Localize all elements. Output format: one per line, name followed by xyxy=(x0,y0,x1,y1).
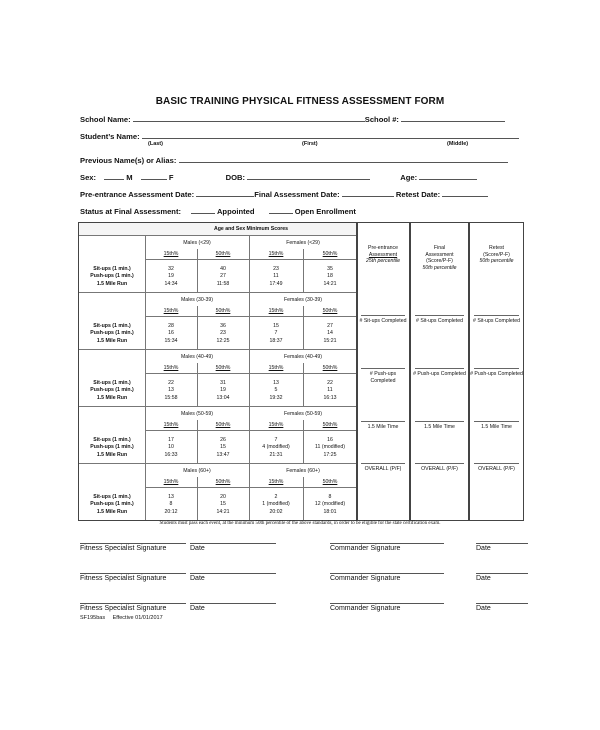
age-label: Age: xyxy=(400,173,418,182)
event-label: 1.5 Mile Run xyxy=(96,508,128,515)
table-header-text: Age and Sex Minimum Scores xyxy=(213,226,289,232)
group-divider xyxy=(79,463,357,464)
table-header xyxy=(79,223,357,236)
school-name-row xyxy=(80,113,505,124)
score-value: 14:21 xyxy=(323,280,337,287)
score-value: 14:21 xyxy=(216,508,230,515)
score-value: 11 xyxy=(273,273,279,280)
score-entry-label: 1.5 Mile Time xyxy=(481,424,512,430)
percentile-underline xyxy=(145,373,357,374)
score-entry-line[interactable] xyxy=(361,463,405,464)
group-divider xyxy=(79,406,357,407)
percentile-header: 50th% xyxy=(215,422,231,428)
score-value: 16:13 xyxy=(323,394,337,401)
commander-signature-line[interactable] xyxy=(330,543,444,544)
previous-names-label: Previous Name(s) or Alias: xyxy=(80,156,177,165)
percentile-header: 50th% xyxy=(215,251,231,257)
score-entry-line[interactable] xyxy=(474,368,519,369)
commander-signature-line[interactable] xyxy=(330,603,444,604)
score-value: 17:25 xyxy=(323,451,337,458)
score-value: 13:47 xyxy=(216,451,230,458)
event-label: 1.5 Mile Run xyxy=(96,337,128,344)
score-value: 36 xyxy=(220,323,226,329)
last-name-caption: (Last) xyxy=(148,141,163,147)
school-name-label: School Name: xyxy=(80,115,131,124)
previous-names-row xyxy=(80,154,508,165)
column-heading-line: Assessment xyxy=(368,251,398,258)
percentile-underline xyxy=(145,316,357,317)
percentile-header: 50th% xyxy=(215,479,231,485)
event-label: Push-ups (1 min.) xyxy=(90,444,134,451)
score-value: 19 xyxy=(220,387,226,394)
percentile-header: 15th% xyxy=(163,308,179,314)
percentile-header: 15th% xyxy=(268,479,284,485)
score-entry-label: # Sit-ups Completed xyxy=(473,318,520,324)
age-field[interactable] xyxy=(419,171,477,180)
commander-signature-line[interactable] xyxy=(330,573,444,574)
group-divider xyxy=(79,349,357,350)
score-value: 35 xyxy=(327,266,333,272)
open-enrollment-checkbox-line[interactable] xyxy=(269,205,293,214)
retest-date-label: Retest Date: xyxy=(395,190,441,199)
score-value: 8 xyxy=(169,501,173,508)
appointed-label: Appointed xyxy=(216,207,255,216)
score-value: 22 xyxy=(168,380,174,386)
event-label: Push-ups (1 min.) xyxy=(90,330,134,337)
score-value: 10 xyxy=(168,444,174,451)
score-value: 16 xyxy=(327,437,333,443)
appointed-checkbox-line[interactable] xyxy=(191,205,215,214)
commander-signature-label: Commander Signature xyxy=(330,605,401,612)
male-label: M xyxy=(126,173,133,182)
score-value: 5 xyxy=(274,387,278,394)
score-value: 32 xyxy=(168,266,174,272)
score-entry-label: OVERALL (P/F) xyxy=(364,466,402,472)
commander-date-label: Date xyxy=(476,575,491,582)
commander-date-line[interactable] xyxy=(476,603,528,604)
column-heading-line: 50th percentile xyxy=(479,258,514,265)
open-enrollment-label: Open Enrollment xyxy=(294,207,356,216)
form-title: BASIC TRAINING PHYSICAL FITNESS ASSESSMENT FORM xyxy=(155,96,445,107)
percentile-header: 15th% xyxy=(163,479,179,485)
males-group-title: Males (30-39) xyxy=(180,297,213,303)
percentile-header: 50th% xyxy=(322,365,338,371)
score-value: 20 xyxy=(220,494,226,500)
fitness-date-label: Date xyxy=(190,545,205,552)
score-entry-line[interactable] xyxy=(415,315,464,316)
event-label: 1.5 Mile Run xyxy=(96,451,128,458)
student-name-field[interactable] xyxy=(142,130,519,139)
score-value: 18:01 xyxy=(323,508,337,515)
first-name-caption: (First) xyxy=(302,141,318,147)
fitness-signature-line[interactable] xyxy=(80,573,186,574)
column-heading xyxy=(357,245,409,265)
score-entry-line[interactable] xyxy=(474,315,519,316)
score-entry-line[interactable] xyxy=(474,421,519,422)
event-label: Sit-ups (1 min.) xyxy=(93,323,131,329)
pre-entrance-date-field[interactable] xyxy=(196,188,254,197)
males-group-title: Males (<29) xyxy=(183,240,211,246)
effective-date: Effective 01/01/2017 xyxy=(112,615,163,621)
score-entry-line[interactable] xyxy=(415,463,464,464)
score-value: 15 xyxy=(220,444,226,451)
assessment-dates-row xyxy=(80,188,488,199)
minimum-scores-table xyxy=(78,222,358,521)
event-label: Sit-ups (1 min.) xyxy=(93,494,131,500)
event-label: Push-ups (1 min.) xyxy=(90,501,134,508)
score-entry-label: # Sit-ups Completed xyxy=(359,318,407,324)
score-value: 28 xyxy=(168,323,174,329)
middle-name-caption: (Middle) xyxy=(447,141,469,147)
score-value: 22 xyxy=(327,380,333,386)
score-value: 12:25 xyxy=(216,337,230,344)
score-value: 23 xyxy=(273,266,279,272)
pre-entrance-date-label: Pre-entrance Assessment Date: xyxy=(80,190,195,199)
score-value: 15:58 xyxy=(164,394,178,401)
score-entry-line[interactable] xyxy=(361,315,405,316)
score-value: 40 xyxy=(220,266,226,272)
score-value: 15:34 xyxy=(164,337,178,344)
commander-date-label: Date xyxy=(476,605,491,612)
percentile-header: 50th% xyxy=(215,308,231,314)
score-entry-label: 1.5 Mile Time xyxy=(367,424,399,430)
score-entry-line[interactable] xyxy=(361,368,405,369)
score-entry-label: OVERALL (P/F) xyxy=(421,466,458,472)
percentile-header: 50th% xyxy=(322,422,338,428)
score-value: 1 (modified) xyxy=(262,501,290,508)
score-value: 16:33 xyxy=(164,451,178,458)
score-value: 26 xyxy=(220,437,226,443)
score-value: 15 xyxy=(220,501,226,508)
percentile-header: 50th% xyxy=(322,308,338,314)
males-group-title: Males (40-49) xyxy=(180,354,213,360)
females-group-title: Females (40-49) xyxy=(283,354,323,360)
males-group-title: Males (50-59) xyxy=(180,411,213,417)
column-heading-line: 50th percentile xyxy=(422,264,457,271)
percentile-header: 15th% xyxy=(268,365,284,371)
commander-signature-label: Commander Signature xyxy=(330,575,401,582)
final-assessment-column xyxy=(410,222,469,521)
score-entry-label: # Sit-ups Completed xyxy=(416,318,463,324)
score-value: 7 xyxy=(274,330,278,337)
commander-date-label: Date xyxy=(476,545,491,552)
score-value: 4 (modified) xyxy=(262,444,290,451)
percentile-header: 15th% xyxy=(268,422,284,428)
percentile-underline xyxy=(145,430,357,431)
score-value: 19:32 xyxy=(269,394,283,401)
status-row xyxy=(80,205,356,216)
percentile-header: 15th% xyxy=(163,422,179,428)
score-entry-line[interactable] xyxy=(361,421,405,422)
event-label: 1.5 Mile Run xyxy=(96,394,128,401)
fitness-date-line[interactable] xyxy=(190,573,276,574)
female-checkbox-line[interactable] xyxy=(141,171,167,180)
score-value: 31 xyxy=(220,380,226,386)
females-group-title: Females (60+) xyxy=(286,468,320,474)
fitness-date-label: Date xyxy=(190,575,205,582)
percentile-header: 50th% xyxy=(215,365,231,371)
percentile-header: 15th% xyxy=(163,251,179,257)
score-value: 13:04 xyxy=(216,394,230,401)
score-value: 11 xyxy=(327,387,333,394)
fitness-signature-label: Fitness Specialist Signature xyxy=(80,545,167,552)
score-value: 14:34 xyxy=(164,280,178,287)
percentile-header: 50th% xyxy=(322,479,338,485)
commander-signature-label: Commander Signature xyxy=(330,545,401,552)
score-value: 18 xyxy=(327,273,333,280)
student-name-label: Student’s Name: xyxy=(80,132,140,141)
fitness-signature-line[interactable] xyxy=(80,543,186,544)
percentile-header: 15th% xyxy=(163,365,179,371)
score-value: 15:21 xyxy=(323,337,337,344)
females-group-title: Females (30-39) xyxy=(283,297,323,303)
column-heading xyxy=(411,245,468,271)
score-entry-label: # Push-ups Completed xyxy=(369,371,397,384)
score-value: 20:02 xyxy=(269,508,283,515)
percentile-header: 15th% xyxy=(268,308,284,314)
fitness-date-line[interactable] xyxy=(190,603,276,604)
event-label: Push-ups (1 min.) xyxy=(90,273,134,280)
form-number: SF195bas xyxy=(80,615,106,621)
column-heading-line: Retest xyxy=(489,245,504,251)
school-number-label: School #: xyxy=(364,115,399,124)
fitness-signature-label: Fitness Specialist Signature xyxy=(80,575,167,582)
dob-label: DOB: xyxy=(225,173,246,182)
final-date-label: Final Assessment Date: xyxy=(254,190,340,199)
score-value: 21:31 xyxy=(269,451,283,458)
eligibility-note: Students must pass each event, at the minimum 50th percentile of the above standards, in order to be eligible for the state certification exam. xyxy=(159,521,441,526)
score-value: 19 xyxy=(168,273,174,280)
score-value: 27 xyxy=(220,273,226,280)
column-heading-line: (Score/P-F) xyxy=(483,251,510,258)
retest-date-field[interactable] xyxy=(442,188,488,197)
score-entry-line[interactable] xyxy=(415,368,464,369)
column-heading-line: 25th percentile xyxy=(365,258,401,265)
column-heading-line: Assessment xyxy=(425,251,454,258)
score-value: 7 xyxy=(274,437,278,443)
fitness-date-label: Date xyxy=(190,605,205,612)
score-entry-label: OVERALL (P/F) xyxy=(478,466,515,472)
event-label: 1.5 Mile Run xyxy=(96,280,128,287)
score-value: 20:12 xyxy=(164,508,178,515)
status-label: Status at Final Assessment: xyxy=(80,207,181,216)
score-entry-label: # Push-ups Completed xyxy=(413,371,466,377)
score-value: 27 xyxy=(327,323,333,329)
event-label: Sit-ups (1 min.) xyxy=(93,266,131,272)
footer xyxy=(80,615,163,621)
females-group-title: Females (50-59) xyxy=(283,411,323,417)
score-value: 17:49 xyxy=(269,280,283,287)
score-value: 12 (modified) xyxy=(314,501,346,508)
percentile-underline xyxy=(145,259,357,260)
male-checkbox-line[interactable] xyxy=(104,171,124,180)
score-value: 17 xyxy=(168,437,174,443)
group-divider xyxy=(79,292,357,293)
score-value: 13 xyxy=(168,387,174,394)
female-label: F xyxy=(168,173,174,182)
score-value: 23 xyxy=(220,330,226,337)
sex-dob-age-row xyxy=(80,171,477,182)
score-value: 11 (modified) xyxy=(315,444,345,451)
percentile-underline xyxy=(145,487,357,488)
commander-date-line[interactable] xyxy=(476,543,528,544)
percentile-header: 15th% xyxy=(268,251,284,257)
event-label: Push-ups (1 min.) xyxy=(90,387,134,394)
males-group-title: Males (60+) xyxy=(183,468,211,474)
school-number-field[interactable] xyxy=(401,113,505,122)
percentile-header: 50th% xyxy=(322,251,338,257)
score-value: 14 xyxy=(327,330,333,337)
score-value: 15 xyxy=(273,323,279,329)
dob-field[interactable] xyxy=(247,171,370,180)
fitness-date-line[interactable] xyxy=(190,543,276,544)
column-heading-line: (Score/P-F) xyxy=(426,258,453,265)
event-label: Sit-ups (1 min.) xyxy=(93,437,131,443)
sex-label: Sex: xyxy=(80,173,97,182)
final-date-field[interactable] xyxy=(342,188,394,197)
score-entry-label: # Push-ups Completed xyxy=(470,371,523,377)
score-value: 13 xyxy=(168,494,174,500)
score-entry-line[interactable] xyxy=(474,463,519,464)
score-value: 8 xyxy=(328,494,332,500)
score-value: 16 xyxy=(168,330,174,337)
score-value: 18:37 xyxy=(269,337,283,344)
retest-column xyxy=(469,222,524,521)
fitness-signature-label: Fitness Specialist Signature xyxy=(80,605,167,612)
score-value: 13 xyxy=(273,380,279,386)
fitness-signature-line[interactable] xyxy=(80,603,186,604)
column-heading-line: Pre-entrance xyxy=(368,245,398,251)
females-group-title: Females (<29) xyxy=(286,240,320,246)
column-heading xyxy=(470,245,523,265)
score-value: 2 xyxy=(274,494,278,500)
school-name-field[interactable] xyxy=(133,113,365,122)
previous-names-field[interactable] xyxy=(179,154,508,163)
score-entry-line[interactable] xyxy=(415,421,464,422)
commander-date-line[interactable] xyxy=(476,573,528,574)
event-label: Sit-ups (1 min.) xyxy=(93,380,131,386)
pre-entrance-column xyxy=(356,222,410,521)
column-heading-line: Final xyxy=(433,245,446,251)
student-name-row xyxy=(80,130,519,141)
score-value: 11:58 xyxy=(216,280,230,287)
score-entry-label: 1.5 Mile Time xyxy=(424,424,455,430)
